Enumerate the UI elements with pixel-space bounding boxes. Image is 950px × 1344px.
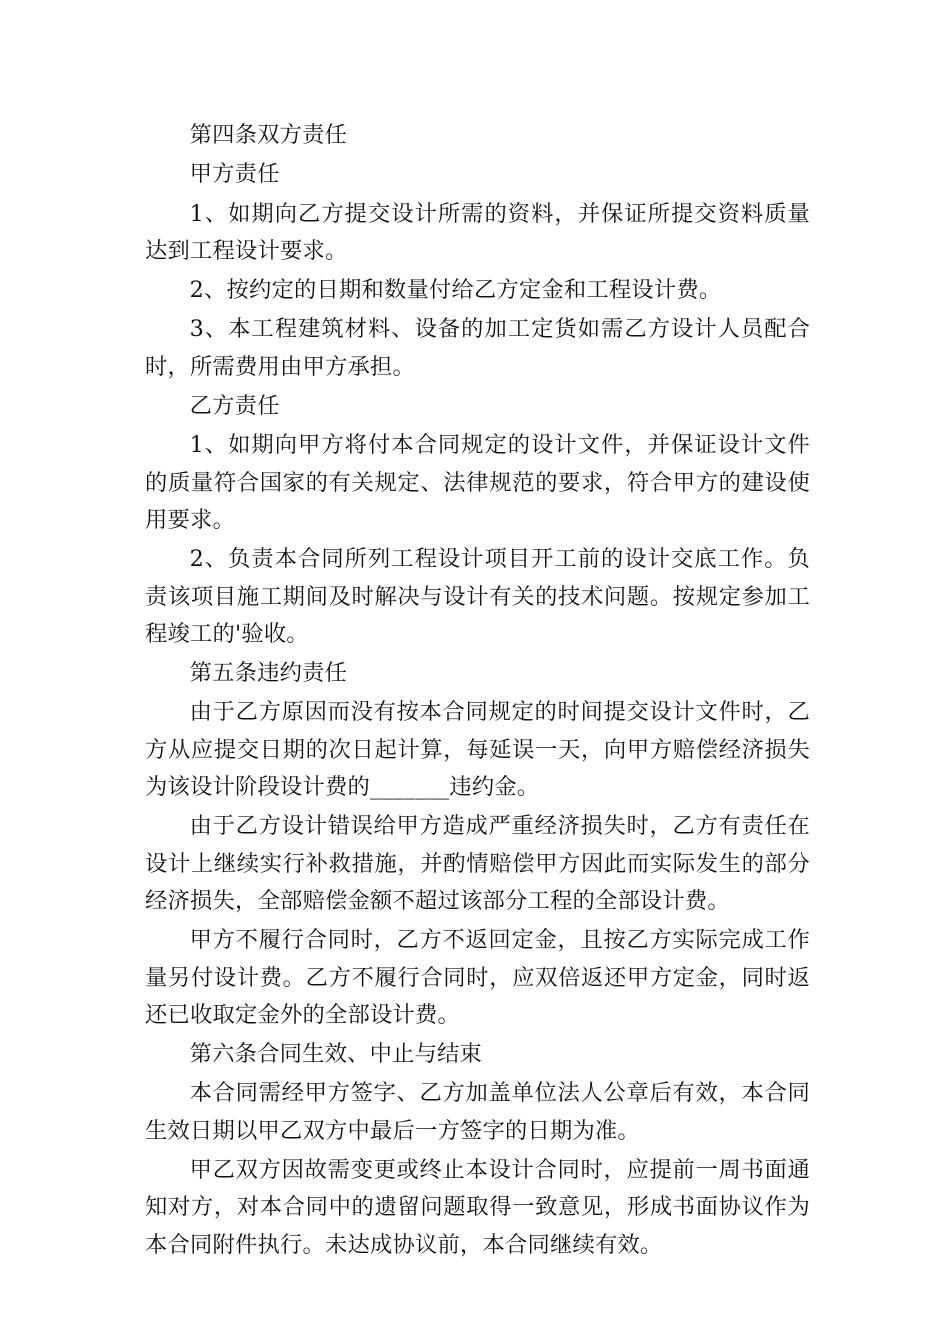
paragraph: 2、负责本合同所列工程设计项目开工前的设计交底工作。负责该项目施工期间及时解决与设计有关的技术问题。按规定参加工程竣工的'验收。 [145, 546, 810, 647]
paragraph: 甲方不履行合同时，乙方不返回定金，且按乙方实际完成工作量另付设计费。乙方不履行合同时，应双倍返还甲方定金，同时返还已收取定金外的全部设计费。 [145, 927, 810, 1028]
paragraph: 由于乙方设计错误给甲方造成严重经济损失时，乙方有责任在设计上继续实行补救措施，并酌情赔偿甲方因此而实际发生的部分经济损失，全部赔偿金额不超过该部分工程的全部设计费。 [145, 813, 810, 914]
section-heading-article-6: 第六条合同生效、中止与结束 [189, 1041, 483, 1068]
paragraph: 2、按约定的日期和数量付给乙方定金和工程设计费。 [189, 277, 722, 304]
paragraph: 甲乙双方因故需变更或终止本设计合同时，应提前一周书面通知对方，对本合同中的遗留问题取得一致意见，形成书面协议作为本合同附件执行。未达成协议前，本合同继续有效。 [145, 1157, 810, 1258]
paragraph: 本合同需经甲方签字、乙方加盖单位法人公章后有效，本合同生效日期以甲乙双方中最后一方签字的日期为准。 [145, 1080, 810, 1144]
subheading-party-a-duties: 甲方责任 [189, 161, 280, 188]
paragraph: 1、如期向甲方将付本合同规定的设计文件，并保证设计文件的质量符合国家的有关规定、法律规范的要求，符合甲方的建设使用要求。 [145, 432, 810, 533]
document-body [145, 117, 810, 1266]
paragraph: 3、本工程建筑材料、设备的加工定货如需乙方设计人员配合时，所需费用由甲方承担。 [145, 316, 810, 380]
paragraph: 1、如期向乙方提交设计所需的资料，并保证所提交资料质量达到工程设计要求。 [145, 200, 810, 264]
paragraph: 由于乙方原因而没有按本合同规定的时间提交设计文件时，乙方从应提交日期的次日起计算，每延误一天，向甲方赔偿经济损失为该设计阶段设计费的_______违约金。 [145, 699, 810, 801]
subheading-party-b-duties: 乙方责任 [189, 393, 280, 420]
section-heading-article-5: 第五条违约责任 [189, 660, 348, 687]
section-heading-article-4: 第四条双方责任 [189, 122, 348, 148]
